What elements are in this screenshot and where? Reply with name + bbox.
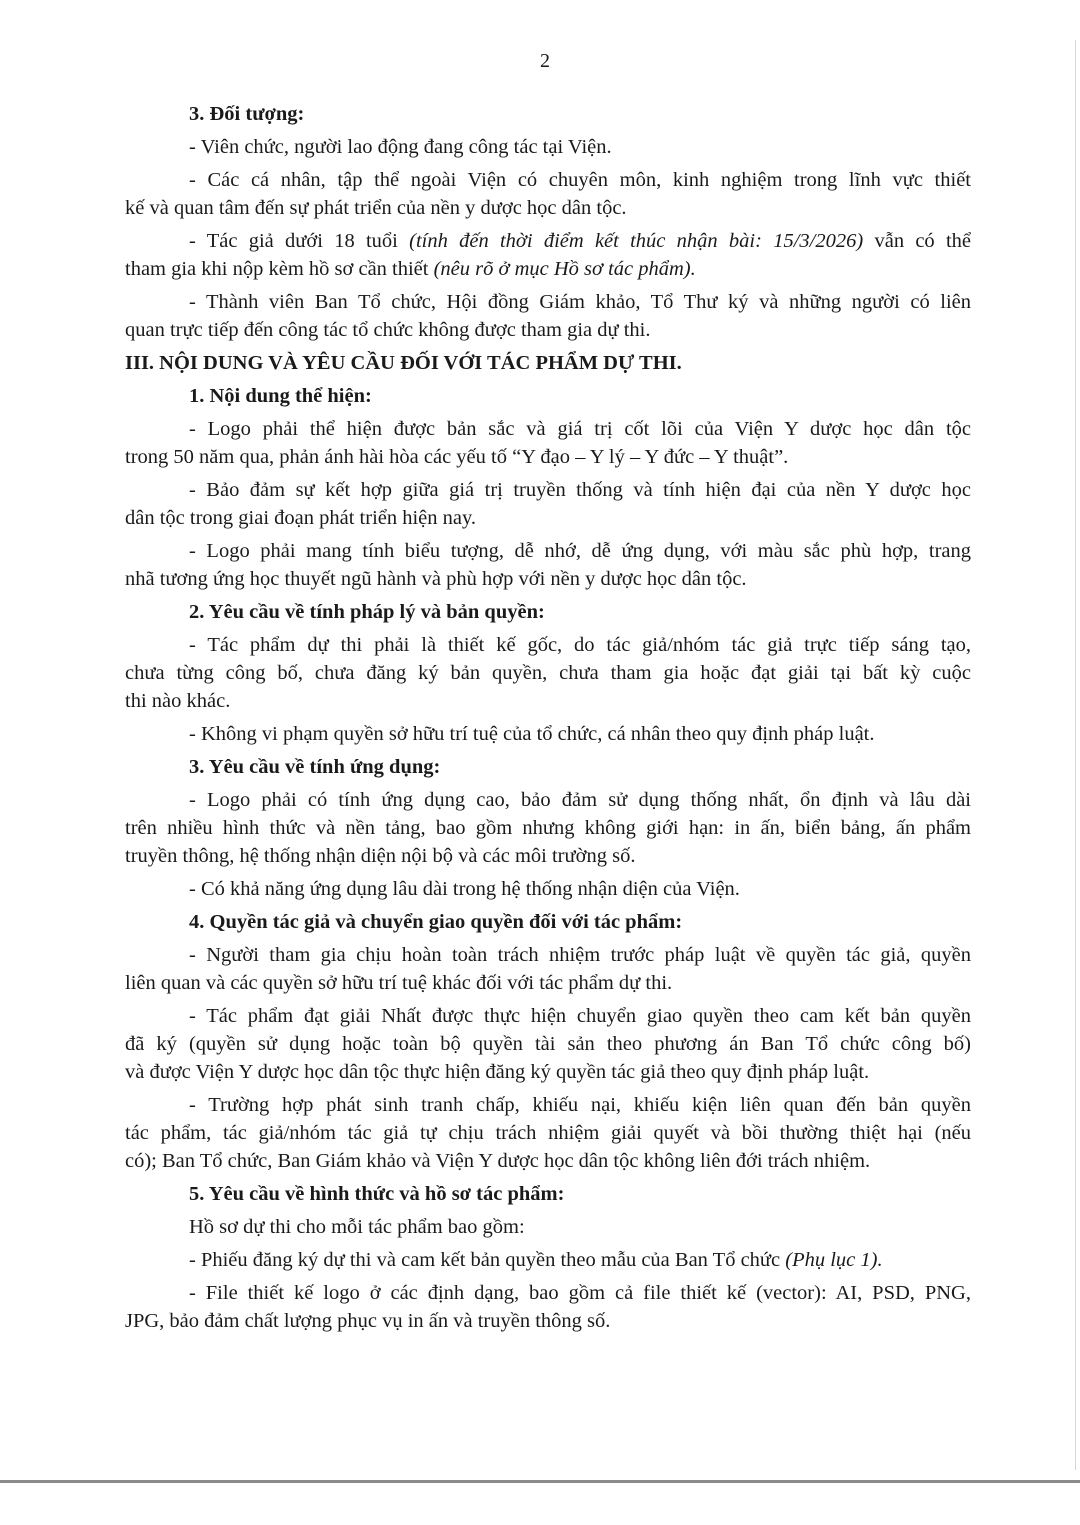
paragraph [125,786,971,870]
paragraph [125,1213,971,1241]
text-span: - Tác giả dưới 18 tuổi [189,230,410,252]
text-line [125,227,971,255]
text-line: - Không vi phạm quyền sở hữu trí tuệ của tổ chức, cá nhân theo quy định pháp luật. [189,723,875,745]
text-line: - Các cá nhân, tập thể ngoài Viện có chuyên môn, kinh nghiệm trong lĩnh vực thiết [189,169,971,191]
document-body [125,100,971,1340]
main-section-heading: III. NỘI DUNG VÀ YÊU CẦU ĐỐI VỚI TÁC PHẨM DỰ THI. [125,352,682,374]
italic-note: (nêu rõ ở mục Hồ sơ tác phẩm). [433,258,696,280]
text-line: - Có khả năng ứng dụng lâu dài trong hệ thống nhận diện của Viện. [189,878,740,900]
text-line: nhã tương ứng học thuyết ngũ hành và phù hợp với nền y dược học dân tộc. [125,568,747,590]
text-line: chưa từng công bố, chưa đăng ký bản quyền, chưa tham gia hoặc đạt giải tại bất kỳ cuộc [125,662,971,684]
text-line: - Thành viên Ban Tổ chức, Hội đồng Giám khảo, Tổ Thư ký và những người có liên [189,291,971,313]
text-line: - Logo phải mang tính biểu tượng, dễ nhớ, dễ ứng dụng, với màu sắc phù hợp, trang [189,540,971,562]
paragraph [125,1002,971,1086]
text-line: kế và quan tâm đến sự phát triển của nền y dược học dân tộc. [125,197,627,219]
paragraph [125,875,971,903]
text-line: - Logo phải thể hiện được bản sắc và giá trị cốt lõi của Viện Y dược học dân tộc [189,418,971,440]
text-line: - Tác phẩm dự thi phải là thiết kế gốc, do tác giả/nhóm tác giả trực tiếp sáng tạo, [189,634,971,656]
paragraph [125,476,971,532]
text-line: liên quan và các quyền sở hữu trí tuệ khác đối với tác phẩm dự thi. [125,972,673,994]
section-heading-doi-tuong: 3. Đối tượng: [189,103,305,125]
text-line: JPG, bảo đảm chất lượng phục vụ in ấn và truyền thông số. [125,1310,611,1332]
paragraph [125,720,971,748]
text-line: - Bảo đảm sự kết hợp giữa giá trị truyền thống và tính hiện đại của nền Y dược học [189,479,971,501]
text-line: truyền thông, hệ thống nhận diện nội bộ và các môi trường số. [125,845,636,867]
scan-edge-line [1075,40,1076,1470]
text-line [125,255,971,283]
paragraph [125,288,971,344]
paragraph [125,1279,971,1335]
paragraph [125,133,971,161]
text-line: Hồ sơ dự thi cho mỗi tác phẩm bao gồm: [189,1216,525,1238]
text-line: - Trường hợp phát sinh tranh chấp, khiếu nại, khiếu kiện liên quan đến bản quyền [189,1094,971,1116]
italic-note: (tính đến thời điểm kết thúc nhận bài: 15/3/2026) [409,230,864,252]
paragraph [125,415,971,471]
text-line: quan trực tiếp đến công tác tổ chức không được tham gia dự thi. [125,319,651,341]
text-span: - Phiếu đăng ký dự thi và cam kết bản quyền theo mẫu của Ban Tổ chức [189,1249,786,1271]
section-heading-ung-dung: 3. Yêu cầu về tính ứng dụng: [189,756,441,778]
text-line: và được Viện Y dược học dân tộc thực hiện đăng ký quyền tác giả theo quy định pháp luật. [125,1061,870,1083]
text-line: tác phẩm, tác giả/nhóm tác giả tự chịu trách nhiệm giải quyết và bồi thường thiệt hại (nếu [125,1122,971,1144]
text-line: - Viên chức, người lao động đang công tác tại Viện. [189,136,612,158]
text-line: đã ký (quyền sử dụng hoặc toàn bộ quyền tài sản theo phương án Ban Tổ chức công bố) [125,1033,971,1055]
text-line [125,1246,971,1274]
section-heading-noi-dung: 1. Nội dung thể hiện: [189,385,372,407]
paragraph [125,1091,971,1175]
text-line: trên nhiều hình thức và nền tảng, bao gồm nhưng không giới hạn: in ấn, biển bảng, ấn phẩm [125,817,971,839]
text-line: - Logo phải có tính ứng dụng cao, bảo đảm sử dụng thống nhất, ổn định và lâu dài [189,789,971,811]
paragraph [125,941,971,997]
section-heading-quyen-tac-gia: 4. Quyền tác giả và chuyển giao quyền đối với tác phẩm: [189,911,683,933]
page-number: 2 [540,50,550,72]
section-heading-phap-ly: 2. Yêu cầu về tính pháp lý và bản quyền: [189,601,545,623]
italic-note: (Phụ lục 1). [785,1249,883,1271]
text-line: trong 50 năm qua, phản ánh hài hòa các yếu tố “Y đạo – Y lý – Y đức – Y thuật”. [125,446,789,468]
text-line: dân tộc trong giai đoạn phát triển hiện nay. [125,507,477,529]
paragraph [125,537,971,593]
paragraph [125,631,971,715]
section-heading-ho-so: 5. Yêu cầu về hình thức và hồ sơ tác phẩm: [189,1183,565,1205]
paragraph [125,227,971,283]
text-line: có); Ban Tổ chức, Ban Giám khảo và Viện Y dược học dân tộc không liên đới trách nhiệm. [125,1150,871,1172]
text-line: thi nào khác. [125,690,231,712]
text-span: vẫn có thể [863,230,971,252]
text-line: - Tác phẩm đạt giải Nhất được thực hiện chuyển giao quyền theo cam kết bản quyền [189,1005,971,1027]
paragraph [125,1246,971,1274]
text-span: tham gia khi nộp kèm hồ sơ cần thiết [125,258,434,280]
paragraph [125,166,971,222]
text-line: - File thiết kế logo ở các định dạng, bao gồm cả file thiết kế (vector): AI, PSD, PNG, [189,1282,971,1304]
text-line: - Người tham gia chịu hoàn toàn trách nhiệm trước pháp luật về quyền tác giả, quyền [189,944,971,966]
scan-bottom-rule [0,1480,1080,1483]
